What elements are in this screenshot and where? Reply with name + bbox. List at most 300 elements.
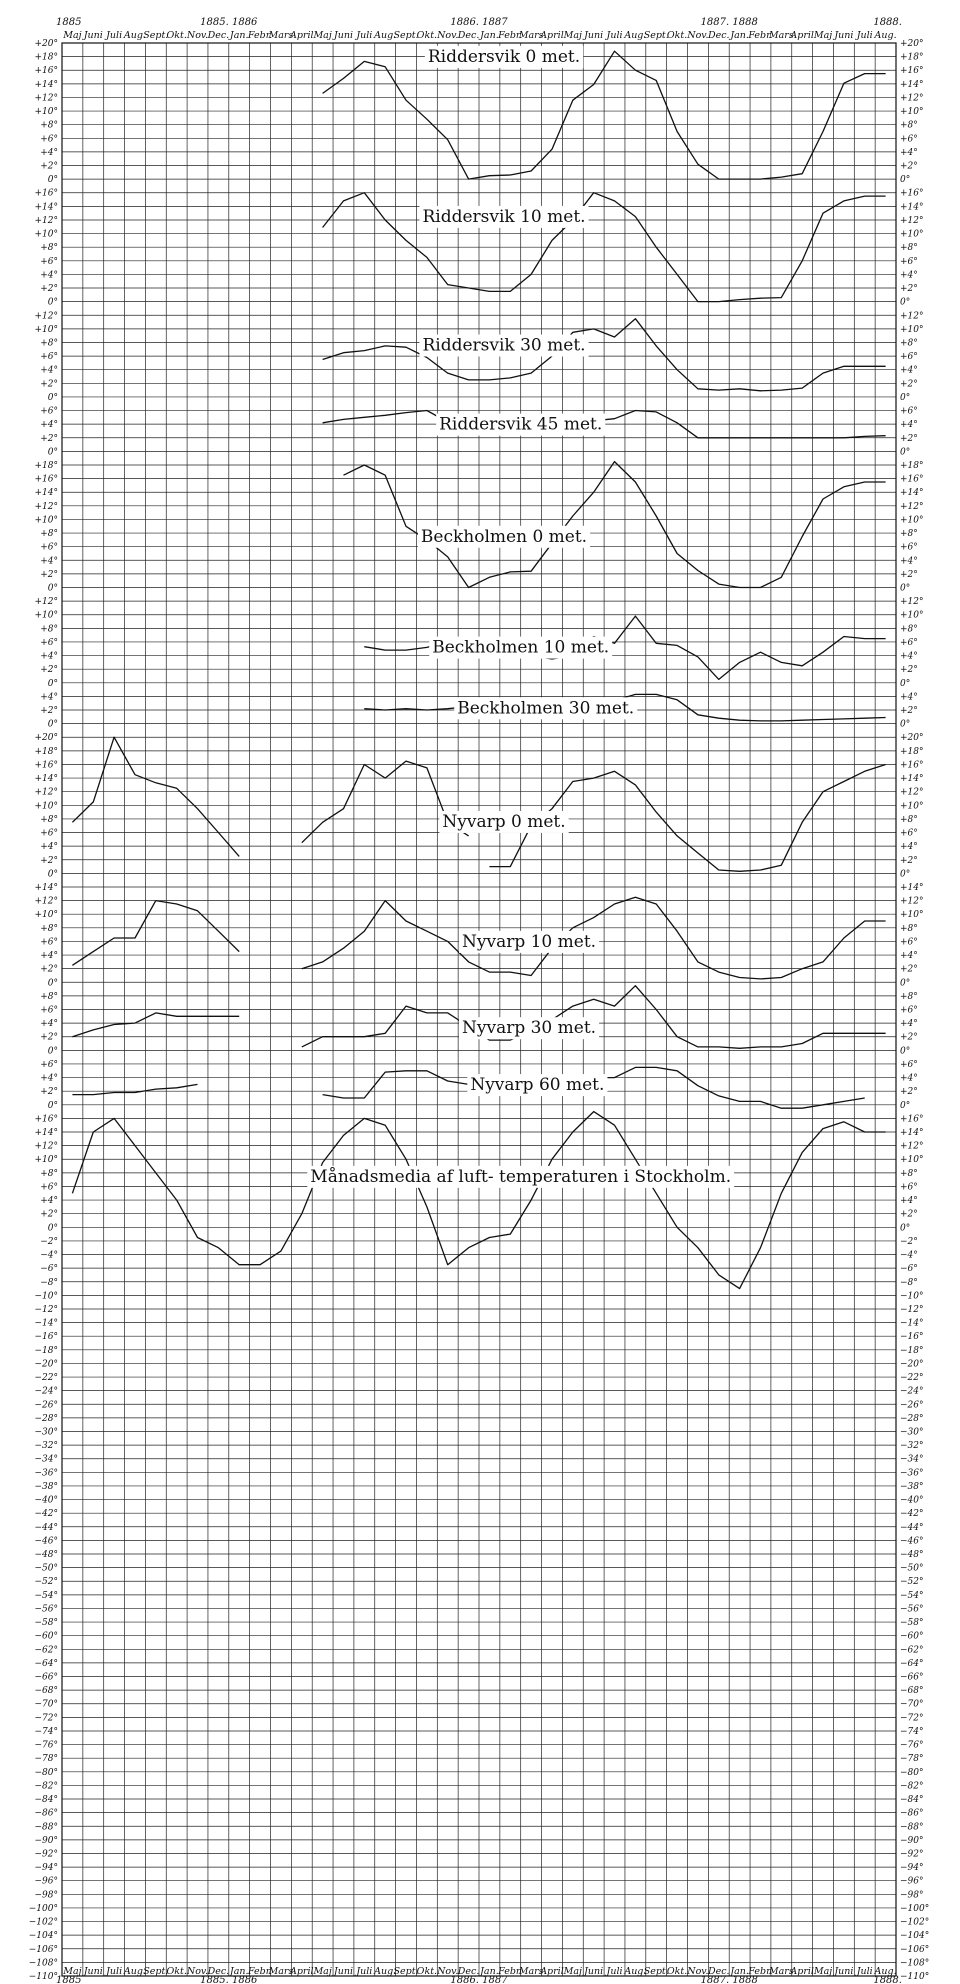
y-tick-label-left: +2°	[40, 665, 58, 676]
y-tick-label-right: −86°	[900, 1808, 924, 1819]
y-tick-label-left: −86°	[34, 1808, 58, 1819]
y-tick-label-left: +4°	[40, 1073, 58, 1084]
panel-title: Riddersvik 30 met.	[422, 335, 586, 356]
y-tick-label-right: +10°	[900, 107, 924, 118]
y-tick-label-right: −108°	[900, 1958, 930, 1969]
month-label-bottom: Juli	[856, 1966, 873, 1977]
y-tick-label-right: −104°	[900, 1931, 930, 1942]
month-label-bottom: Mars	[268, 1966, 294, 1977]
y-tick-label-left: +4°	[40, 651, 58, 662]
y-tick-label-left: +8°	[40, 529, 58, 540]
y-tick-label-left: −20°	[34, 1359, 58, 1370]
month-label-bottom: Febr.	[748, 1966, 773, 1977]
y-tick-label-right: +10°	[900, 229, 924, 240]
month-label-bottom: Nov.	[687, 1966, 709, 1977]
y-tick-label-right: 0°	[900, 392, 911, 403]
month-label-top: Sept.	[143, 30, 169, 41]
y-tick-label-right: +20°	[900, 733, 924, 744]
month-label-top: Mars	[768, 30, 794, 41]
y-tick-label-left: +2°	[40, 964, 58, 975]
y-tick-label-left: +14°	[34, 202, 58, 213]
y-tick-label-left: +2°	[40, 1032, 58, 1043]
y-tick-label-left: −104°	[28, 1931, 58, 1942]
y-tick-label-right: +12°	[900, 215, 924, 226]
y-tick-label-right: −62°	[900, 1645, 924, 1656]
y-tick-label-left: −30°	[34, 1427, 58, 1438]
y-tick-label-left: −62°	[34, 1645, 58, 1656]
y-tick-label-right: +2°	[900, 379, 918, 390]
y-tick-label-left: 0°	[47, 1046, 58, 1057]
y-tick-label-left: +6°	[40, 937, 58, 948]
month-label-bottom: Febr.	[247, 1966, 273, 1977]
month-label-top: Juli	[606, 30, 623, 41]
y-tick-label-left: +8°	[40, 338, 58, 349]
y-tick-label-left: −18°	[34, 1345, 58, 1356]
y-tick-label-right: +4°	[900, 365, 918, 376]
month-label-bottom: Aug.	[624, 1966, 647, 1977]
month-label-top: Jan.	[480, 30, 499, 41]
y-tick-label-right: +4°	[900, 147, 918, 158]
month-label-bottom: Juni	[584, 1966, 604, 1977]
y-tick-label-right: +12°	[900, 1141, 924, 1152]
y-tick-label-right: +20°	[900, 39, 924, 49]
y-tick-label-right: −110°	[900, 1972, 930, 1982]
y-tick-label-right: −30°	[900, 1427, 924, 1438]
y-tick-label-right: −8°	[900, 1277, 918, 1288]
y-tick-label-left: +18°	[34, 746, 58, 757]
month-label-bottom: Maj	[813, 1966, 833, 1977]
panel-title: Beckholmen 10 met.	[432, 637, 610, 658]
y-tick-label-right: −94°	[900, 1863, 924, 1874]
y-tick-label-right: 0°	[900, 175, 911, 186]
y-tick-label-right: +14°	[900, 882, 924, 893]
y-tick-label-right: −80°	[900, 1767, 924, 1778]
y-tick-label-left: +8°	[40, 814, 58, 825]
y-tick-label-left: −110°	[28, 1972, 58, 1982]
y-tick-label-right: −4°	[900, 1250, 918, 1261]
y-tick-label-right: 0°	[900, 583, 911, 594]
month-label-top: Mars	[268, 30, 294, 41]
month-label-bottom: Juni	[83, 1966, 103, 1977]
y-tick-label-left: +10°	[34, 229, 58, 240]
y-tick-label-right: −50°	[900, 1563, 924, 1574]
panel-title: Nyvarp 30 met.	[461, 1018, 597, 1039]
year-label-top: 1888.	[873, 17, 902, 28]
y-tick-label-right: +6°	[900, 1005, 918, 1016]
y-tick-label-left: +4°	[40, 1019, 58, 1030]
y-tick-label-left: −58°	[34, 1618, 58, 1629]
month-label-bottom: Febr.	[498, 1966, 523, 1977]
y-tick-label-left: +10°	[34, 107, 58, 118]
y-tick-label-right: −2°	[900, 1236, 918, 1247]
y-tick-label-right: +12°	[900, 93, 924, 104]
y-tick-label-right: −68°	[900, 1686, 924, 1697]
chart-grid	[62, 43, 896, 1976]
y-tick-label-left: +14°	[34, 1128, 58, 1139]
year-label-bottom: 1888.	[873, 1975, 902, 1984]
y-tick-label-right: +4°	[900, 651, 918, 662]
y-tick-label-left: +20°	[34, 39, 58, 49]
y-tick-label-left: 0°	[47, 678, 58, 689]
month-label-bottom: Juni	[333, 1966, 354, 1977]
month-label-bottom: Maj	[63, 1966, 82, 1977]
y-tick-label-left: −56°	[34, 1604, 58, 1615]
y-tick-label-left: +6°	[40, 352, 58, 363]
y-tick-label-left: −94°	[34, 1863, 58, 1874]
month-label-bottom: April	[790, 1966, 814, 1977]
panel-title: Beckholmen 0 met.	[420, 526, 588, 547]
y-tick-label-right: +4°	[900, 1073, 918, 1084]
y-tick-label-left: +6°	[40, 828, 58, 839]
y-tick-label-left: −52°	[34, 1577, 58, 1588]
y-tick-label-right: +6°	[900, 406, 918, 417]
y-tick-label-right: +4°	[900, 692, 918, 703]
y-tick-label-left: 0°	[47, 392, 58, 403]
y-tick-label-right: +16°	[900, 188, 924, 199]
y-tick-label-right: +10°	[900, 610, 924, 621]
month-label-bottom: Jan.	[229, 1966, 249, 1977]
month-label-top: Nov.	[687, 30, 709, 41]
y-tick-label-right: +4°	[900, 951, 918, 962]
y-tick-label-right: +6°	[900, 256, 918, 267]
y-tick-label-right: +12°	[900, 597, 924, 608]
y-tick-label-right: −24°	[900, 1386, 924, 1397]
y-tick-label-right: +8°	[900, 243, 918, 254]
y-tick-label-right: +10°	[900, 1155, 924, 1166]
month-label-top: Aug.	[123, 30, 147, 41]
panel-title: Riddersvik 0 met.	[427, 46, 581, 67]
y-tick-label-left: −2°	[40, 1236, 58, 1247]
y-tick-label-right: −26°	[900, 1400, 924, 1411]
month-label-bottom: Jan.	[480, 1966, 499, 1977]
y-tick-label-right: −6°	[900, 1264, 918, 1275]
y-tick-label-left: −6°	[40, 1264, 58, 1275]
y-tick-label-right: 0°	[900, 297, 911, 308]
panel-title: Månadsmedia af luft- temperaturen i Stockholm.	[310, 1166, 732, 1187]
y-tick-label-left: +8°	[40, 923, 58, 934]
y-tick-label-right: −16°	[900, 1332, 924, 1343]
y-tick-label-left: −54°	[34, 1590, 58, 1601]
y-tick-label-left: −80°	[34, 1767, 58, 1778]
y-tick-label-right: +6°	[900, 352, 918, 363]
panel-title: Nyvarp 0 met.	[442, 811, 566, 832]
y-tick-label-right: −76°	[900, 1740, 924, 1751]
y-tick-label-left: −90°	[34, 1835, 58, 1846]
y-tick-label-right: +16°	[900, 66, 924, 77]
y-tick-label-right: −58°	[900, 1618, 924, 1629]
month-label-bottom: Nov.	[437, 1966, 459, 1977]
panel-title: Nyvarp 10 met.	[461, 931, 597, 952]
y-tick-label-left: −24°	[34, 1386, 58, 1397]
month-label-top: Maj	[563, 30, 582, 41]
y-tick-label-left: +10°	[34, 801, 58, 812]
month-label-top: Maj	[813, 30, 833, 41]
y-tick-label-left: 0°	[47, 447, 58, 458]
y-tick-label-left: +8°	[40, 1168, 58, 1179]
y-tick-label-left: +4°	[40, 420, 58, 431]
y-tick-label-right: −98°	[900, 1890, 924, 1901]
panel-title: Beckholmen 30 met.	[457, 698, 635, 719]
y-tick-label-right: −10°	[900, 1291, 924, 1302]
y-tick-label-right: −36°	[900, 1468, 924, 1479]
y-tick-label-left: +18°	[34, 52, 58, 63]
y-tick-label-right: +2°	[900, 855, 918, 866]
y-tick-label-right: −54°	[900, 1590, 924, 1601]
y-tick-label-left: +12°	[34, 215, 58, 226]
y-tick-label-left: −100°	[28, 1903, 58, 1914]
y-tick-label-right: −56°	[900, 1604, 924, 1615]
month-label-bottom: April	[289, 1966, 314, 1977]
y-tick-label-right: +6°	[900, 134, 918, 145]
month-label-bottom: Aug.	[123, 1966, 147, 1977]
month-label-top: Okt.	[416, 30, 438, 41]
y-tick-label-right: +14°	[900, 79, 924, 90]
month-label-top: Okt.	[666, 30, 688, 41]
y-tick-label-right: 0°	[900, 978, 911, 989]
y-tick-label-left: +4°	[40, 270, 58, 281]
y-tick-label-right: +14°	[900, 774, 924, 785]
y-tick-label-left: +10°	[34, 910, 58, 921]
month-label-top: April	[540, 30, 564, 41]
month-label-top: Juli	[856, 30, 873, 41]
y-tick-label-right: +8°	[900, 991, 918, 1002]
month-label-bottom: Okt.	[416, 1966, 438, 1977]
y-tick-label-right: +4°	[900, 1019, 918, 1030]
y-tick-label-left: +6°	[40, 406, 58, 417]
y-tick-label-left: +10°	[34, 515, 58, 526]
y-tick-label-left: 0°	[47, 869, 58, 880]
month-label-top: Juni	[834, 30, 854, 41]
panel-title: Riddersvik 10 met.	[422, 206, 586, 227]
y-tick-label-left: +6°	[40, 1182, 58, 1193]
y-tick-label-right: +4°	[900, 270, 918, 281]
y-tick-label-right: +8°	[900, 624, 918, 635]
panel-title: Riddersvik 45 met.	[439, 414, 603, 435]
y-tick-label-right: −14°	[900, 1318, 924, 1329]
y-tick-label-left: +14°	[34, 882, 58, 893]
y-tick-label-left: +2°	[40, 1209, 58, 1220]
y-tick-label-left: +6°	[40, 1005, 58, 1016]
y-tick-label-right: +2°	[900, 1209, 918, 1220]
y-tick-label-left: −8°	[40, 1277, 58, 1288]
month-label-top: Nov.	[437, 30, 459, 41]
y-tick-label-left: +2°	[40, 379, 58, 390]
y-tick-label-right: +6°	[900, 637, 918, 648]
y-tick-label-left: −102°	[28, 1917, 58, 1928]
y-tick-label-left: −10°	[34, 1291, 58, 1302]
y-tick-label-left: −22°	[34, 1373, 58, 1384]
y-tick-label-right: +12°	[900, 787, 924, 798]
month-label-top: Sept.	[643, 30, 669, 41]
y-tick-label-right: +8°	[900, 1168, 918, 1179]
y-tick-label-left: −72°	[34, 1713, 58, 1724]
y-tick-label-left: +16°	[34, 66, 58, 77]
y-tick-label-left: +6°	[40, 1059, 58, 1070]
y-tick-label-right: −66°	[900, 1672, 924, 1683]
year-label-top: 1885	[56, 17, 82, 28]
year-label-bottom: 1887. 1888	[700, 1975, 758, 1984]
y-tick-label-right: −78°	[900, 1754, 924, 1765]
y-tick-label-right: 0°	[900, 869, 911, 880]
y-tick-label-left: −12°	[34, 1304, 58, 1315]
y-tick-label-right: +2°	[900, 1032, 918, 1043]
y-tick-label-right: +2°	[900, 284, 918, 295]
y-tick-label-right: +16°	[900, 474, 924, 485]
y-tick-label-left: +12°	[34, 787, 58, 798]
y-tick-label-left: +12°	[34, 896, 58, 907]
y-tick-label-left: +2°	[40, 855, 58, 866]
y-tick-label-left: 0°	[47, 978, 58, 989]
y-tick-label-left: −40°	[34, 1495, 58, 1506]
y-tick-label-right: −22°	[900, 1373, 924, 1384]
y-tick-label-left: +16°	[34, 1114, 58, 1125]
year-label-top: 1887. 1888	[700, 17, 758, 28]
y-tick-label-right: −46°	[900, 1536, 924, 1547]
y-tick-label-right: −38°	[900, 1481, 924, 1492]
y-tick-label-left: −46°	[34, 1536, 58, 1547]
y-tick-label-right: −106°	[900, 1944, 930, 1955]
y-tick-label-right: +10°	[900, 324, 924, 335]
month-label-top: April	[289, 30, 314, 41]
y-tick-label-right: +8°	[900, 120, 918, 131]
month-label-bottom: Maj	[313, 1966, 332, 1977]
month-label-top: Maj	[63, 30, 82, 41]
y-tick-label-left: −38°	[34, 1481, 58, 1492]
y-tick-label-left: +14°	[34, 774, 58, 785]
y-tick-label-right: +2°	[900, 161, 918, 172]
y-tick-label-right: +10°	[900, 515, 924, 526]
y-tick-label-right: −64°	[900, 1658, 924, 1669]
month-label-bottom: Sept.	[143, 1966, 169, 1977]
y-tick-label-right: −82°	[900, 1781, 924, 1792]
y-tick-label-left: −82°	[34, 1781, 58, 1792]
month-label-top: Febr.	[498, 30, 523, 41]
y-tick-label-right: −74°	[900, 1726, 924, 1737]
y-tick-label-left: +16°	[34, 474, 58, 485]
y-tick-label-right: −88°	[900, 1822, 924, 1833]
y-tick-label-right: −12°	[900, 1304, 924, 1315]
month-label-bottom: Dec.	[457, 1966, 480, 1977]
y-tick-label-right: +6°	[900, 937, 918, 948]
y-tick-label-left: −4°	[40, 1250, 58, 1261]
month-label-bottom: Juli	[106, 1966, 123, 1977]
y-tick-label-left: +12°	[34, 597, 58, 608]
month-label-bottom: Mars	[518, 1966, 544, 1977]
y-tick-label-right: −20°	[900, 1359, 924, 1370]
y-tick-label-left: −32°	[34, 1441, 58, 1452]
y-tick-label-right: +2°	[900, 665, 918, 676]
month-label-bottom: Okt.	[166, 1966, 187, 1977]
month-label-top: Jan.	[229, 30, 249, 41]
y-tick-label-left: +4°	[40, 147, 58, 158]
y-tick-label-right: −100°	[900, 1903, 930, 1914]
y-tick-label-right: +2°	[900, 569, 918, 580]
month-label-top: Maj	[313, 30, 332, 41]
y-tick-label-right: −34°	[900, 1454, 924, 1465]
y-tick-label-left: +12°	[34, 311, 58, 322]
y-tick-label-left: −42°	[34, 1509, 58, 1520]
y-tick-label-left: −44°	[34, 1522, 58, 1533]
y-tick-label-right: −28°	[900, 1413, 924, 1424]
y-tick-label-right: +6°	[900, 1059, 918, 1070]
y-tick-label-left: −68°	[34, 1686, 58, 1697]
y-tick-label-right: −90°	[900, 1835, 924, 1846]
month-label-top: Dec.	[207, 30, 230, 41]
month-label-top: Dec.	[707, 30, 730, 41]
y-tick-label-right: +4°	[900, 556, 918, 567]
y-tick-label-right: −72°	[900, 1713, 924, 1724]
y-tick-label-right: +2°	[900, 1087, 918, 1098]
month-label-top: Nov.	[186, 30, 209, 41]
y-tick-label-right: −92°	[900, 1849, 924, 1860]
y-tick-label-right: +6°	[900, 1182, 918, 1193]
y-tick-label-left: 0°	[47, 1100, 58, 1111]
y-tick-label-left: +16°	[34, 760, 58, 771]
y-tick-label-left: +4°	[40, 951, 58, 962]
month-label-bottom: Juli	[356, 1966, 373, 1977]
y-tick-label-left: +20°	[34, 733, 58, 744]
y-tick-label-right: 0°	[900, 719, 911, 730]
month-label-top: Juli	[356, 30, 373, 41]
month-label-top: Aug.	[374, 30, 397, 41]
month-label-bottom: Aug.	[374, 1966, 397, 1977]
y-tick-label-left: +8°	[40, 624, 58, 635]
month-label-bottom: Jan.	[730, 1966, 749, 1977]
y-tick-label-left: +6°	[40, 134, 58, 145]
month-label-bottom: Dec.	[707, 1966, 730, 1977]
y-tick-label-left: +10°	[34, 610, 58, 621]
y-tick-label-right: +18°	[900, 52, 924, 63]
y-tick-label-left: +6°	[40, 637, 58, 648]
y-tick-label-right: −44°	[900, 1522, 924, 1533]
y-tick-label-right: −84°	[900, 1795, 924, 1806]
y-tick-label-left: −64°	[34, 1658, 58, 1669]
y-tick-label-left: +4°	[40, 556, 58, 567]
y-tick-label-left: −98°	[34, 1890, 58, 1901]
month-label-bottom: Sept.	[643, 1966, 669, 1977]
y-tick-label-right: +6°	[900, 828, 918, 839]
y-tick-label-left: −14°	[34, 1318, 58, 1329]
y-tick-label-left: +6°	[40, 256, 58, 267]
y-tick-label-right: +12°	[900, 896, 924, 907]
month-label-top: Mars	[518, 30, 544, 41]
y-tick-label-left: +8°	[40, 120, 58, 131]
y-tick-label-left: −48°	[34, 1550, 58, 1561]
y-tick-label-right: +4°	[900, 842, 918, 853]
month-label-bottom: Sept.	[393, 1966, 419, 1977]
year-label-bottom: 1885	[56, 1975, 82, 1984]
y-tick-label-left: 0°	[47, 297, 58, 308]
month-label-bottom: Maj	[563, 1966, 582, 1977]
y-tick-label-right: +12°	[900, 501, 924, 512]
y-tick-label-left: 0°	[47, 719, 58, 730]
y-tick-label-right: +14°	[900, 488, 924, 499]
y-tick-label-right: +16°	[900, 1114, 924, 1125]
y-tick-label-left: −16°	[34, 1332, 58, 1343]
y-tick-label-right: +14°	[900, 1128, 924, 1139]
y-tick-label-right: +4°	[900, 1196, 918, 1207]
y-tick-label-left: 0°	[47, 583, 58, 594]
y-tick-label-left: +12°	[34, 501, 58, 512]
y-tick-label-right: +8°	[900, 529, 918, 540]
month-label-top: Juni	[333, 30, 354, 41]
y-tick-label-right: −70°	[900, 1699, 924, 1710]
y-tick-label-left: +8°	[40, 243, 58, 254]
month-label-top: Juli	[106, 30, 123, 41]
y-tick-label-right: +6°	[900, 542, 918, 553]
y-tick-label-right: −40°	[900, 1495, 924, 1506]
y-tick-label-right: +8°	[900, 923, 918, 934]
